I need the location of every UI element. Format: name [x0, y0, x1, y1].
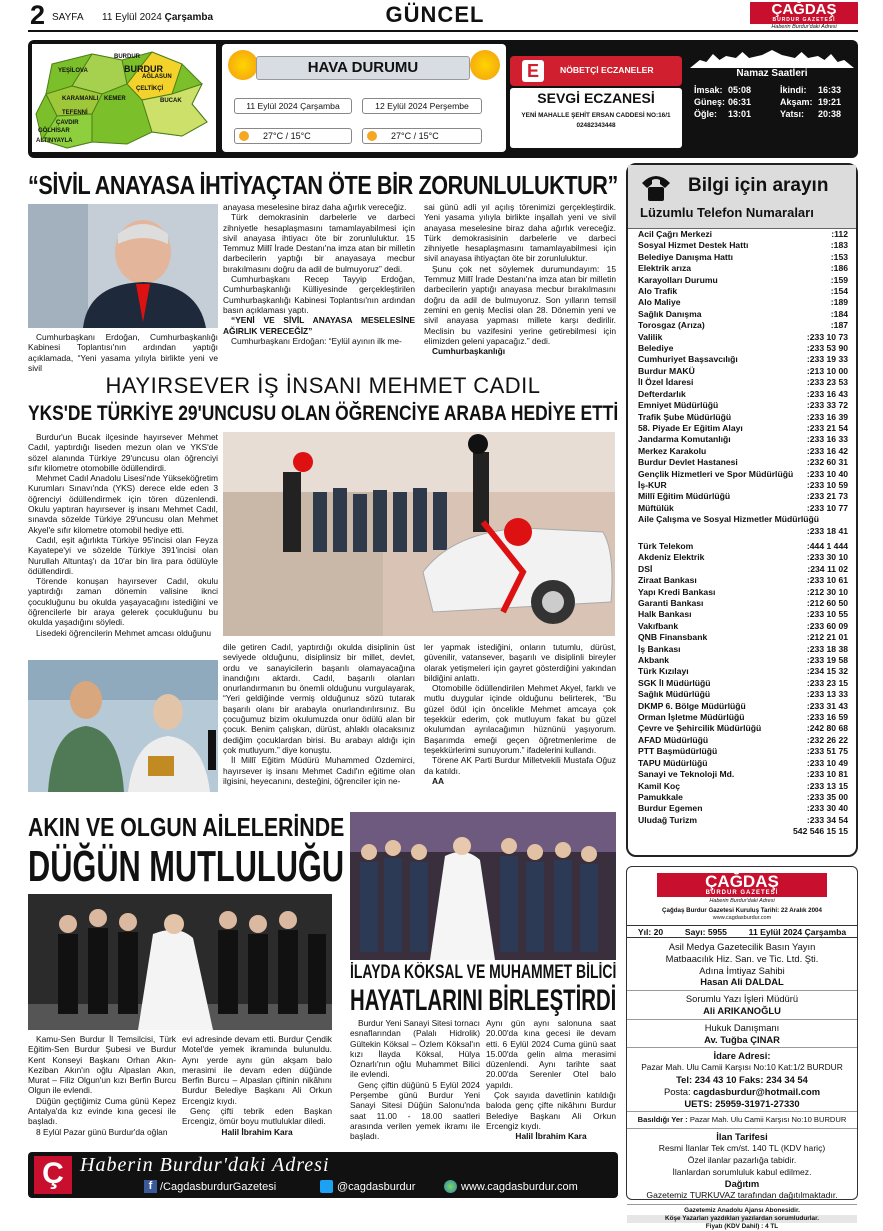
phone-row: Emniyet Müdürlüğü :233 33 72: [638, 400, 848, 411]
article2-headline-wrap: [28, 402, 618, 430]
header-date: 11 Eylül 2024 Çarşamba: [102, 12, 213, 23]
phone-row: Ziraat Bankası :233 10 61: [638, 575, 848, 586]
imprint-founded: Çağdaş Burdur Gazetesi Kuruluş Tarihi: 22 Aralık 2004: [662, 907, 822, 914]
wedding-photo-2: [350, 812, 616, 960]
weather-title: HAVA DURUMU: [256, 56, 470, 80]
pharmacy-icon: E: [522, 60, 544, 82]
phone-row: Alo Maliye :189: [638, 297, 848, 308]
globe-icon: [444, 1180, 457, 1193]
page-label: SAYFA: [52, 12, 84, 23]
article3-headline1: AKIN VE OLGUN AİLELERİNDE: [28, 812, 345, 842]
phone-row: Burdur Egemen :233 30 40: [638, 803, 848, 814]
prayer-left: İmsak: 05:08 Güneş: 06:31 Öğle: 13:01: [694, 85, 752, 119]
footer-twitter[interactable]: @cagdasburdur: [320, 1180, 415, 1193]
phone-icon: [638, 171, 674, 205]
pharmacy-box: [510, 52, 682, 154]
phone-row: Orman İşletme Müdürlüğü :233 16 59: [638, 712, 848, 723]
article2-kicker: HAYIRSEVER İŞ İNSANI MEHMET CADIL: [105, 373, 541, 398]
phone-row: Acil Çağrı Merkezi :112: [638, 229, 848, 239]
phone-row: İş-KUR :233 10 59: [638, 479, 848, 490]
phone-row: Alo Trafik :154: [638, 286, 848, 297]
facebook-icon: f: [144, 1180, 157, 1193]
phone-row: :233 18 41: [806, 525, 848, 536]
sun-icon: [367, 131, 377, 141]
phone-row: TAPU Müdürlüğü :233 10 49: [638, 757, 848, 768]
phone-row: SGK İl Müdürlüğü :233 23 15: [638, 677, 848, 688]
map-label: BURDUR: [114, 54, 140, 60]
phone-row: DSİ :234 11 02: [638, 563, 848, 574]
article2-mid-col: dile getiren Cadıl, yaptırdığı okulda disiplinin üst seviyede olduğunu, disiplinsiz bir millet, devlet, ordu ve sanayicilerin başarılı olamayacağına inandığını aktardı. Cadıl, başarılı olanları onurlandırmanın bu önemli olduğunu vurgulayarak, “Yeri geldiğinde vermiş olduğunuz sözü tutarak başarılı olanı bir arabayla onurlandırılırsınız. Bu çocuğumuz bizim okulumuzda onur ödülü alan bir çocuk. Benim çalışkan, dürüst, ahlaklı olacaksınız dediğim çocuklardan birisi. Bu arabayı aldığı için çok mutluyum.” diye konuştu. İl Millî Eğitim Müdürü Muhammed Özdemirci, hayırsever iş insanı Mehmet Cadıl'ın eğitime olan ilgisini, heyecanını, desteğini, öğrenciler için ne-: [223, 642, 415, 786]
pharmacy-name: SEVGİ ECZANESİ: [537, 90, 655, 106]
footer-slogan: Haberin Burdur'daki Adresi: [80, 1154, 330, 1176]
weather-day2: 12 Eylül 2024 Perşembe: [362, 98, 482, 114]
twitter-icon: [320, 1180, 333, 1193]
phone-row: Akdeniz Elektrik :233 30 10: [638, 552, 848, 563]
map-label: TEFENNİ: [62, 110, 88, 116]
phone-row: PTT Başmüdürlüğü :233 51 75: [638, 746, 848, 757]
article1-col3: sai günü adli yıl açılış törenimizi gerçekleştirdik. Yeni yasama yılıyla birlikte inşallah yeni ve sivil anayasa meselesine biraz daha ağırlık vereceğiz. Türk demokrasisinin darbelerle ve darbeci zihniyetle hesaplaşmasını tamamlayabilmesi için sivil anayasa ihtiyaçtan öte bir zorunluluktur. Şunu çok net söylemek durumundayım: 15 Temmuz Millî İrade Destanı'na imza atan bir milletin darbecilerin yaptığı anayasa mecbur bırakılmasını doğru da adil de bulmuyoruz. Son yılların temsil zemini en geniş Meclisi olan 28. Dönemin yeni ve sivil anayasa yapması millete karşı dedirilir. Meclisin bu vazifesini yerine getirebilmesi için elimizden geleni yapacağız.” dedi. Cumhurbaşkanlığı: [424, 202, 616, 357]
article4-h1-wrap: [350, 962, 616, 986]
article4-headline1: İLAYDA KÖKSAL VE MUHAMMET BİLİCİ: [350, 962, 617, 983]
phone-row: Valilik :233 10 73: [638, 331, 848, 342]
phone-row: Akbank :233 19 58: [638, 655, 848, 666]
phone-row: Kamil Koç :233 13 15: [638, 780, 848, 791]
imprint-body: Asil Medya Gazetecilik Basın Yayın Matbaacılık Hiz. San. ve Tic. Ltd. Şti. Adına İmtiyaz Sahibi Hasan Ali DALDAL Sorumlu Yazı İşleri Müdürü Ali ARIKANOĞLU Hukuk Danışmanı Av. Tuğba ÇINAR İdare Adresi: Pazar Mah. Ulu Camii Karşısı No:10 Kat:1/2 BURDUR Tel: 234 43 10 Faks: 234 34 54 Posta: cagdasburdur@hotmail.com UETS: 25959-31971-27330 Basıldığı Yer : Pazar Mah. Ulu Camii Karşısı No:10 BURDUR İlan Tarifesi Resmi İlanlar Tek cm/st. 140 TL (KDV hariç) Özel ilanlar pazarlığa tabidir. İlanlardan sorumluluk kabul edilmez. Dağıtım Gazetemiz TURKUVAZ tarafından dağıtılmaktadır. Gazetemiz Anadolu Ajansı Abonesidir. Köşe Yazarları yazdıkları yazılardan sorumludurlar. Fiyatı (KDV Dahil) : 4 TL: [627, 941, 857, 1231]
header-logo: ÇAĞDAŞ BURDUR GAZETESİ: [750, 2, 858, 24]
phone-row: Gençlik Hizmetleri ve Spor Müdürlüğü :233 10 40: [638, 468, 848, 479]
phone-row: Defterdarlık :233 16 43: [638, 388, 848, 399]
phone-row: Çevre ve Şehircilik Müdürlüğü :242 80 68: [638, 723, 848, 734]
header-rule: [28, 30, 858, 32]
phone-row: Garanti Bankası :212 60 50: [638, 598, 848, 608]
phone-row: Sanayi ve Teknoloji Md. :233 10 81: [638, 769, 848, 780]
imprint-box: [626, 866, 858, 1230]
map-label: ÇELTİKÇİ: [136, 86, 164, 92]
map-label: KARAMANLI: [62, 96, 99, 102]
phone-row: Sağlık Danışma :184: [638, 308, 848, 319]
phone-row: Karayolları Durumu :159: [638, 274, 848, 285]
phone-row: İş Bankası :233 18 38: [638, 643, 848, 654]
phone-row: 58. Piyade Er Eğitim Alayı :233 21 54: [638, 422, 848, 433]
map-label: ALTINYAYLA: [36, 138, 73, 144]
map-label: KEMER: [104, 96, 126, 102]
phone-directory: [626, 163, 858, 857]
phone-row: QNB Finansbank :212 21 01: [638, 632, 848, 643]
pharmacy-phone: 02482343448: [576, 122, 616, 129]
header-slogan: Haberin Burdur'daki Adresi: [771, 24, 837, 30]
phone-list: [638, 229, 848, 838]
phone-row: İl Özel İdaresi :233 23 53: [638, 377, 848, 388]
phone-row: Elektrik arıza :186: [638, 263, 848, 274]
article1-col2: anayasa meselesine biraz daha ağırlık vereceğiz. Türk demokrasinin darbelerle ve darbeci zihniyetle hesaplaşmasını tamamlayabilmesi için sivil anayasa ihtiyacı öte bir zorunluluktur. 15 Temmuz Millî İrade Destanı'na imza atan bir milletin darbecilerin yaptığı bir anayasaya mecbur bırakılmasını doğru da adil de bulmuyoruz” dedi. Cumhurbaşkanı Recep Tayyip Erdoğan, Cumhurbaşkanlığı Külliyesinde gerçekleştirilen Cumhurbaşkanlığı Kabinesi Toplantısı'nın ardından basın açıklaması yaptı. “YENİ VE SİVİL ANAYASA MESELESİNE AĞIRLIK VERECEĞİZ” Cumhurbaşkanı Erdoğan: “Eylül ayının ilk me-: [223, 202, 415, 346]
article2-headline: YKS'DE TÜRKİYE 29'UNCUSU OLAN ÖĞRENCİYE ARABA HEDİYE ETTİ: [28, 402, 619, 425]
student-photo: [28, 660, 218, 792]
weather-day1: 11 Eylül 2024 Çarşamba: [234, 98, 352, 114]
imprint-logo: ÇAĞDAŞ BURDUR GAZETESİ: [657, 873, 827, 897]
phone-row: 542 546 15 15: [793, 826, 848, 837]
prayer-right: İkindi: 16:33 Akşam: 19:21 Yatsı: 20:38: [780, 85, 842, 119]
weather-temp1: 27°C / 15°C: [234, 128, 352, 144]
phone-subtitle: Lüzumlu Telefon Numaraları: [640, 205, 814, 220]
article2-right-col: ler yapmak istediğini, onların tutumlu, dürüst, güvenilir, vatansever, başarılı ve disiplinli bireyler olarak yetişmeleri için gayret gösterdiğini yakından bildiğini anlattı. Otomobille ödüllendirilen Mehmet Akyel, farklı ve mutlu duygular içinde olduğunu belirterek, “Bu güzel ödül için öncelikle Mehmet amcaya çok teşekkür ederim, çok mutluyum fakat bu güzel okulumdan ayrılacağımın hüznünü yaşıyorum. Başarımda emeği geçen öğretmenlerime de teşekkürlerimi sunuyorum.” ifadelerini kullandı. Törene AK Parti Burdur Milletvekili Mustafa Oğuz da katıldı. AA: [424, 642, 616, 786]
erdogan-photo: [28, 204, 218, 328]
imprint-issue-row: Yıl: 20 Sayı: 5955 11 Eylül 2024 Çarşamba: [627, 925, 857, 938]
phone-row: Burdur Devlet Hastanesi :232 60 31: [638, 457, 848, 468]
phone-row: Uludağ Turizm :233 34 54: [638, 814, 848, 825]
pharmacy-address: YENİ MAHALLE ŞEHİT ERSAN CADDESİ NO:16/1: [521, 112, 671, 119]
article3-h2-wrap: [28, 842, 344, 892]
prayer-title: Namaz Saatleri: [736, 68, 808, 79]
phone-row: Türk Telekom :444 1 444: [638, 540, 848, 551]
article2-left-col: Burdur'un Bucak ilçesinde hayırsever Mehmet Cadıl, yaptırdığı liseden mezun olan ve YKS'de sözel alanında Türkiye 29'uncusu olan öğrenciyi sıfır kilometre otomobille ödüllendirdi. Mehmet Cadıl Anadolu Lisesi'nde Yükseköğretim Kurumları Sınavı'nda (YKS) derece elde eden 3 öğrenciyi ödüllendirmek için tören düzenlendi. Okulu yaptıran hayırsever iş insanı Mehmet Cadıl, sınavda sözelde Türkiye 29'uncusu olan Mehmet Akyel'e sıfır kilometre otomobil hediye etti. Cadıl, eşit ağırlıkta Türkiye 95'incisi olan Feyza Kayatepe'yi ve sözelde Türkiye 391'incisi olan Nurullah Altuntaş'ı da 10'ar bin lira para ödülüyle ödüllendirdi. Törende konuşan hayırsever Cadıl, okulu yaptırdığı zaman dönemin valisine iknci çocukluğunu bu okulda yaşayacağını istediğini ve öğrencilerle bir araya gelerek çocukluğunu bu okulda yaşadığını söyledi. Lisedeki öğrencilerin Mehmet amcası olduğunu: [28, 432, 218, 638]
weather-box: [222, 44, 506, 152]
wedding-photo-1: [28, 894, 332, 1030]
phone-row: Sağlık Müdürlüğü :233 13 33: [638, 689, 848, 700]
article4-headline2: HAYATLARINI BİRLEŞTİRDİ: [350, 984, 617, 1017]
footer-facebook[interactable]: f /CagdasburdurGazetesi: [144, 1180, 276, 1193]
phone-title: Bilgi için arayın: [688, 175, 829, 196]
weather-temp2: 27°C / 15°C: [362, 128, 482, 144]
map-label: BURDUR: [124, 64, 163, 74]
footer-bar: [28, 1152, 618, 1198]
phone-row: Aile Çalışma ve Sosyal Hizmetler Müdürlüğü: [638, 514, 819, 525]
page-header: [30, 2, 858, 32]
article3-right-col: evi adresinde devam etti. Burdur Çendik Motel'de yemek ikramında bulunuldu. Aynı yerde aynı gün akşam balo merasimi ile devam eden düğünde Berfin Burcu – Alpaslan çiftinin nikâhını Burdur Belediye Başkanı Ali Orkun Ercengiz kıydı. Genç çifti tebrik eden Başkan Ercengiz, ömür boyu mutluluklar diledi. Halil İbrahim Kara: [182, 1034, 332, 1137]
map-label: YEŞİLOVA: [58, 68, 88, 74]
map-label: BUCAK: [160, 98, 182, 104]
phone-row: Pamukkale :233 35 00: [638, 791, 848, 802]
sun-icon: [228, 50, 258, 80]
section-title: GÜNCEL: [385, 2, 485, 27]
article4-right-col: Aynı gün aynı salonuna saat 20.00'da kına gecesi ile devam etti. 6 Eylül 2024 Cuma günü saat 15.00'da gelin alma merasimi düzenlendi. Aynı tarihte saat 20.00'da Serenler Otel balo yapıldı. Çok sayıda davetlinin katıldığı baloda genç çifte nikâhını Burdur Belediye Başkanı Ali Orkun Ercengiz kıydı. Halil İbrahim Kara: [486, 1018, 616, 1142]
phone-row: Belediye :233 53 90: [638, 343, 848, 354]
article4-left-col: Burdur Yeni Sanayi Sitesi tornacı esnaflarından (Palalı Hidrolik) Gültekin Köksal – Özlem Köksal'ın kızı İlayda Köksal, Hülya Öznarlı'nın oğlu Muhammet Bilici ile evlendi. Genç çiftin düğünü 5 Eylül 2024 Perşembe günü Burdur Yeni Sanayi Sitesi Düğün Salonu'nda saat 11.00 - 18.00 saatleri arasında verilen yemek ikramı ile başladı.: [350, 1018, 480, 1142]
article1-headline-wrap: [28, 170, 618, 202]
burdur-map: [32, 44, 216, 152]
phone-row: Türk Kızılayı :234 15 32: [638, 666, 848, 677]
mosque-skyline-icon: [690, 48, 854, 68]
phone-row: Vakıfbank :233 60 09: [638, 620, 848, 631]
cagdas-logo-icon: Ç: [34, 1156, 72, 1194]
map-label: GÖLHİSAR: [38, 128, 70, 134]
phone-row: Trafik Şube Müdürlüğü :233 16 39: [638, 411, 848, 422]
phone-row: Belediye Danışma Hattı :153: [638, 251, 848, 262]
imprint-web: www.cagdasburdur.com: [712, 915, 772, 921]
prayer-times: [690, 48, 854, 154]
article1-caption: Cumhurbaşkanı Erdoğan, Cumhurbaşkanlığı Kabinesi Toplantısı'nın ardından yaptığı açıklamada, “Yeni yasama yılıyla birlikte yeni ve sivil: [28, 332, 218, 373]
article3-left-col: Kamu-Sen Burdur İl Temsilcisi, Türk Eğitim-Sen Burdur Şubesi ve Burdur Kent Konseyi Başkanı Orhan Akın-Keziban Akın'ın oğlu Alpaslan Akın, Murat – Filiz Olgun'un kızı Berfin Burcu Olgun ile evlendi. Düğün geçtiğimiz Cuma günü Kepez Antalya'da kız evinde kına gecesi ile başladı. 8 Eylül Pazar günü Burdur'da oğlan: [28, 1034, 176, 1137]
phone-row: Yapı Kredi Bankası :212 30 10: [638, 586, 848, 597]
phone-row: AFAD Müdürlüğü :232 26 22: [638, 734, 848, 745]
article4-h2-wrap: [350, 984, 616, 1018]
phone-row: Millî Eğitim Müdürlüğü :233 21 73: [638, 491, 848, 502]
article1-headline: “SİVİL ANAYASA İHTİYAÇTAN ÖTE BİR ZORUNLULUKTUR”: [28, 170, 618, 200]
phone-row: Müftülük :233 10 77: [638, 502, 848, 513]
pharmacy-label: NÖBETÇİ ECZANELER: [560, 65, 654, 75]
article3-headline2: DÜĞÜN MUTLULUĞU: [28, 842, 345, 891]
phone-row: Cumhuriyet Başsavcılığı :233 19 33: [638, 354, 848, 365]
phone-row: Sosyal Hizmet Destek Hattı :183: [638, 240, 848, 251]
sun-icon: [470, 50, 500, 80]
article3-h1-wrap: [28, 812, 344, 842]
map-label: AĞLASUN: [142, 74, 172, 80]
phone-row: Burdur MAKÜ :213 10 00: [638, 365, 848, 376]
phone-row: Jandarma Komutanlığı :233 16 33: [638, 434, 848, 445]
page-number: 2: [30, 0, 46, 30]
phone-row: Torosgaz (Arıza) :187: [638, 320, 848, 331]
ceremony-photo: [223, 432, 615, 636]
imprint-slogan: Haberin Burdur'daki Adresi: [709, 898, 775, 904]
phone-row: Merkez Karakolu :233 16 42: [638, 445, 848, 456]
sun-icon: [239, 131, 249, 141]
map-label: ÇAVDIR: [56, 120, 79, 126]
footer-website[interactable]: www.cagdasburdur.com: [444, 1180, 578, 1193]
phone-row: Halk Bankası :233 10 55: [638, 609, 848, 620]
phone-row: DKMP 6. Bölge Müdürlüğü :233 31 43: [638, 700, 848, 711]
